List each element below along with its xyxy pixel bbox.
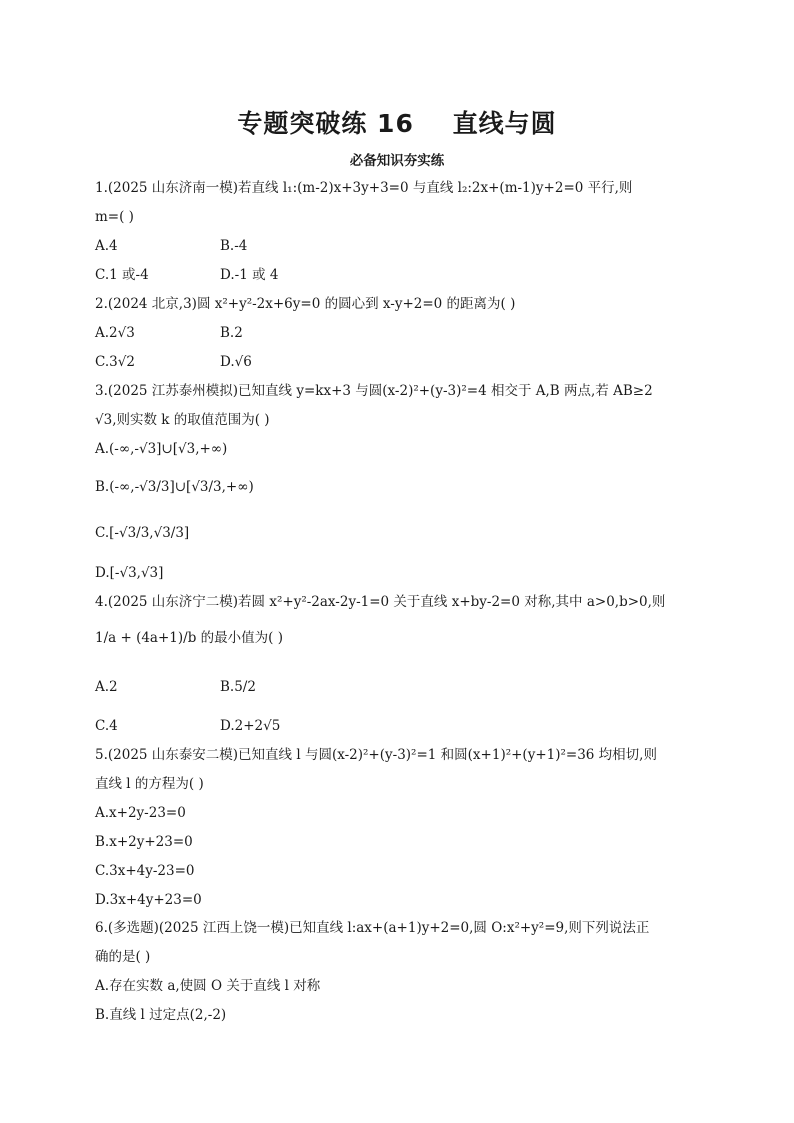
question-4-option-b: B.5/2	[220, 679, 256, 695]
question-5-stem: 5.(2025 山东泰安二模)已知直线 l 与圆(x-2)²+(y-3)²=1 和圆(x+1)²+(y+1)²=36 均相切,则	[95, 747, 657, 763]
question-4-stem-cont: 1/a + (4a+1)/b 的最小值为( )	[95, 630, 283, 646]
question-1-option-c: C.1 或-4	[95, 267, 149, 283]
question-6-stem-cont: 确的是( )	[95, 949, 151, 965]
question-3-option-b: B.(-∞,-√3/3]∪[√3/3,+∞)	[95, 479, 254, 495]
question-1-stem: 1.(2025 山东济南一模)若直线 l₁:(m-2)x+3y+3=0 与直线 l₂:2x+(m-1)y+2=0 平行,则	[95, 180, 633, 196]
question-1-option-b: B.-4	[220, 238, 248, 254]
question-6-option-b: B.直线 l 过定点(2,-2)	[95, 1007, 227, 1023]
question-6-stem: 6.(多选题)(2025 江西上饶一模)已知直线 l:ax+(a+1)y+2=0,圆 O:x²+y²=9,则下列说法正	[95, 920, 650, 936]
question-5-stem-cont: 直线 l 的方程为( )	[95, 776, 204, 792]
question-3-stem-cont: √3,则实数 k 的取值范围为( )	[95, 412, 270, 428]
question-4-stem: 4.(2025 山东济宁二模)若圆 x²+y²-2ax-2y-1=0 关于直线 x+by-2=0 对称,其中 a>0,b>0,则	[95, 594, 666, 610]
question-2-option-a: A.2√3	[95, 325, 135, 341]
question-2-option-d: D.√6	[220, 354, 252, 370]
question-4-option-d: D.2+2√5	[220, 718, 281, 734]
question-3-option-c: C.[-√3/3,√3/3]	[95, 525, 190, 541]
question-5-option-d: D.3x+4y+23=0	[95, 892, 202, 908]
question-5-option-b: B.x+2y+23=0	[95, 834, 193, 850]
section-title: 必备知识夯实练	[349, 153, 445, 169]
question-5-option-a: A.x+2y-23=0	[95, 805, 186, 821]
question-1-stem-cont: m=( )	[95, 209, 134, 225]
question-5-option-c: C.3x+4y-23=0	[95, 863, 195, 879]
question-2-option-c: C.3√2	[95, 354, 135, 370]
question-2-stem: 2.(2024 北京,3)圆 x²+y²-2x+6y=0 的圆心到 x-y+2=0 的距离为( )	[95, 296, 516, 312]
question-3-option-a: A.(-∞,-√3]∪[√3,+∞)	[95, 441, 228, 457]
question-1-option-a: A.4	[95, 238, 118, 254]
question-2-option-b: B.2	[220, 325, 243, 341]
question-4-option-a: A.2	[95, 679, 118, 695]
question-1-option-d: D.-1 或 4	[220, 267, 279, 283]
question-6-option-a: A.存在实数 a,使圆 O 关于直线 l 对称	[95, 978, 321, 994]
question-3-stem: 3.(2025 江苏泰州模拟)已知直线 y=kx+3 与圆(x-2)²+(y-3)²=4 相交于 A,B 两点,若 AB≥2	[95, 383, 653, 399]
page-title: 专题突破练 16 直线与圆	[237, 109, 557, 138]
question-3-option-d: D.[-√3,√3]	[95, 565, 164, 581]
question-4-option-c: C.4	[95, 718, 118, 734]
